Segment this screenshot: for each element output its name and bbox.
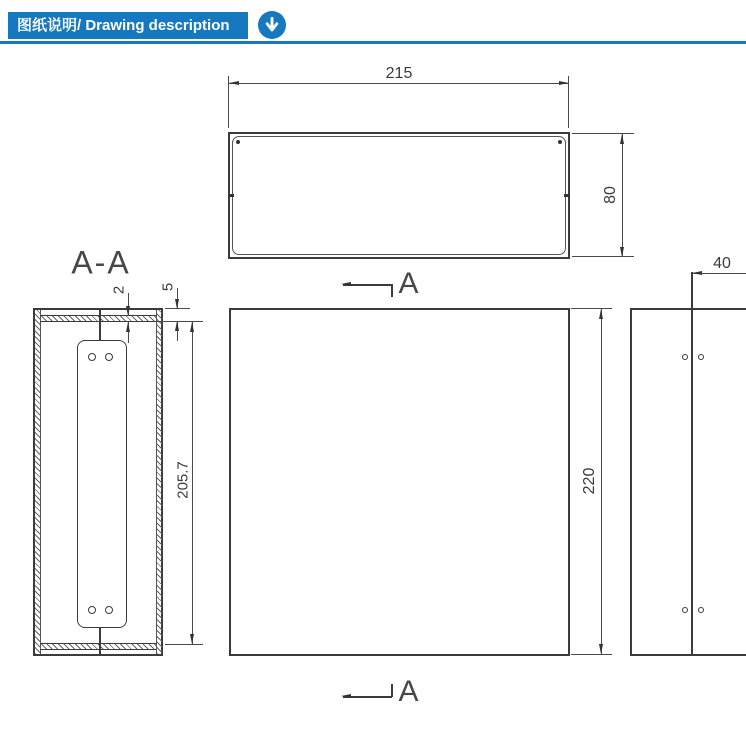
- dimension-line: [622, 134, 623, 257]
- corner-hole: [236, 140, 240, 144]
- header-divider: [0, 41, 746, 44]
- dim-side-width: 40: [713, 255, 731, 272]
- extension-line: [571, 654, 612, 655]
- extension-line: [165, 308, 190, 309]
- section-arrow: [341, 694, 351, 698]
- arrowhead: [559, 81, 569, 85]
- section-cut-stub: [391, 684, 393, 697]
- arrowhead: [599, 644, 603, 654]
- plate-hole: [88, 353, 96, 361]
- extension-line: [572, 133, 634, 134]
- extension-line: [157, 321, 203, 322]
- dim-front-height: 220: [581, 467, 598, 495]
- arrowhead: [599, 309, 603, 319]
- extension-line: [571, 308, 612, 309]
- edge-notch: [564, 194, 570, 197]
- extension-line: [165, 644, 203, 645]
- down-arrow-icon[interactable]: [258, 11, 286, 39]
- section-marker-bottom-label: A: [398, 675, 424, 708]
- plate-hole: [105, 353, 113, 361]
- arrowhead: [126, 322, 130, 332]
- side-hole: [682, 607, 688, 613]
- section-top-plate: [40, 315, 156, 322]
- arrowhead: [620, 247, 624, 257]
- section-wall-right: [156, 310, 162, 654]
- inner-plate: [77, 340, 127, 628]
- arrowhead: [175, 321, 179, 331]
- center-line: [99, 628, 101, 654]
- dimension-line: [192, 322, 193, 644]
- center-line: [99, 310, 101, 340]
- extension-line: [572, 256, 634, 257]
- section-wall-left: [35, 310, 41, 654]
- dimension-line: [601, 309, 602, 654]
- front-view-outline: [229, 308, 570, 656]
- top-view-inner-outline: [232, 136, 566, 255]
- section-view-label: A-A: [71, 244, 131, 281]
- side-view-outline: [630, 308, 746, 656]
- side-view-seam-line: [691, 272, 693, 655]
- section-bottom-plate: [40, 643, 156, 650]
- dim-top-inset: 5: [159, 282, 177, 292]
- section-title: 图纸说明/ Drawing description: [8, 12, 248, 39]
- dim-top-width: 215: [385, 65, 413, 82]
- side-hole: [682, 354, 688, 360]
- arrowhead: [692, 271, 702, 275]
- edge-notch: [228, 194, 234, 197]
- plate-hole: [88, 606, 96, 614]
- arrowhead: [229, 81, 239, 85]
- arrowhead: [126, 306, 130, 316]
- side-hole: [698, 354, 704, 360]
- arrowhead: [190, 322, 194, 332]
- down-arrow-glyph: [262, 15, 282, 35]
- dim-inner-height: 205.7: [174, 461, 192, 499]
- arrowhead: [620, 134, 624, 144]
- corner-hole: [558, 140, 562, 144]
- plate-hole: [105, 606, 113, 614]
- section-marker-top-label: A: [398, 267, 424, 300]
- arrowhead: [190, 634, 194, 644]
- dim-top-depth: 80: [602, 186, 619, 204]
- side-hole: [698, 607, 704, 613]
- section-cut-stub: [391, 284, 393, 297]
- section-arrow: [341, 282, 351, 286]
- dimension-line: [229, 83, 569, 84]
- dim-wall-thickness: 2: [110, 285, 128, 295]
